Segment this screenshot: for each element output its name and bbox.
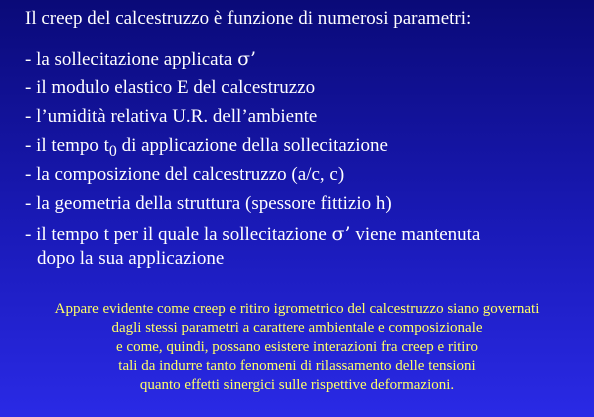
- bullet-text: - l’umidità relativa U.R. dell’ambiente: [25, 106, 318, 127]
- bullet-text: - il modulo elastico E del calcestruzzo: [25, 77, 316, 98]
- note-line: dagli stessi parametri a carattere ambientale e composizionale: [111, 320, 483, 336]
- bullet-text-continued: di applicazione della sollecitazione: [116, 135, 388, 156]
- bullet-text-continued: viene mantenuta: [350, 224, 481, 245]
- slide-title: Il creep del calcestruzzo è funzione di numerosi parametri:: [25, 8, 472, 29]
- list-item: [25, 222, 480, 271]
- bullet-text: - la geometria della struttura (spessore fittizio h): [25, 193, 392, 214]
- list-item: [25, 77, 480, 106]
- bullet-text: - la sollecitazione applicata: [25, 49, 238, 70]
- note-line: tali da indurre tanto fenomeni di rilassamento delle tensioni: [118, 358, 476, 374]
- list-item: [25, 193, 480, 222]
- list-item: [25, 135, 480, 164]
- conclusion-note: [0, 300, 594, 395]
- list-item: [25, 48, 480, 77]
- bullet-text: - il tempo t: [25, 135, 109, 156]
- bullet-continuation-line: dopo la sua applicazione: [37, 248, 225, 269]
- bullet-text: - la composizione del calcestruzzo (a/c, c): [25, 164, 345, 185]
- parameter-list: [25, 48, 480, 271]
- note-line: quanto effetti sinergici sulle rispettive deformazioni.: [139, 377, 455, 393]
- subscript: 0: [108, 142, 117, 160]
- list-item: [25, 164, 480, 193]
- note-line: Appare evidente come creep e ritiro igrometrico del calcestruzzo siano governati: [54, 301, 540, 317]
- bullet-text: - il tempo t per il quale la sollecitazione: [25, 224, 332, 245]
- list-item: [25, 106, 480, 135]
- note-line: e come, quindi, possano esistere interazioni fra creep e ritiro: [116, 339, 478, 355]
- sigma-symbol: σ’: [237, 48, 257, 70]
- sigma-symbol: σ’: [331, 223, 351, 245]
